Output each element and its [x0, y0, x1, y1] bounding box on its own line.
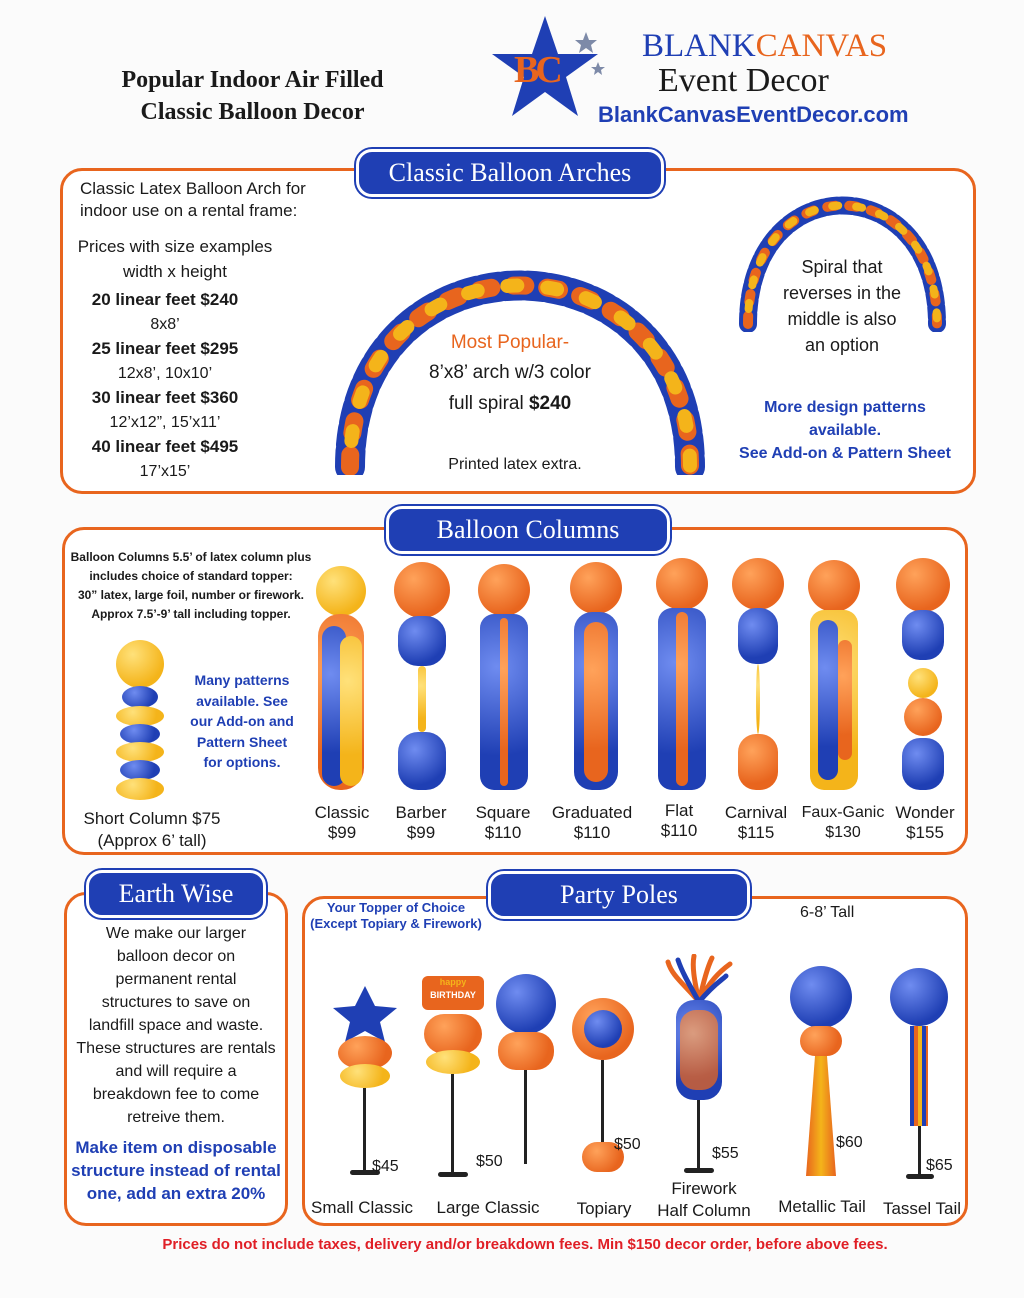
column-classic [316, 566, 366, 790]
brand-canvas: CANVAS [755, 28, 888, 64]
pole-label-small-classic: Small Classic [310, 1198, 414, 1217]
earth-wise-text [66, 922, 286, 1129]
column-price: $99 [327, 823, 357, 842]
cake-text-2: BIRTHDAY [430, 990, 476, 1000]
arch-intro-line-2: indoor use on a rental frame: [80, 201, 298, 220]
many-patterns-1: Many patterns [194, 672, 290, 688]
topper-line-2: (Except Topiary & Firework) [310, 916, 482, 931]
pole-tassel-tail [888, 968, 950, 1186]
short-column-note: (Approx 6’ tall) [97, 831, 207, 850]
spiral-note-1: Spiral that [801, 257, 883, 277]
arch-price-list [70, 288, 260, 484]
website-link[interactable]: BlankCanvasEventDecor.com [598, 102, 909, 127]
column-price: $99 [406, 823, 436, 842]
footer-disclaimer: Prices do not include taxes, delivery and/or breakdown fees. Min $150 decor order, before above fees. [162, 1236, 888, 1253]
column-name: Barber [395, 803, 447, 822]
column-label-square [458, 803, 548, 843]
many-patterns-3: our Add-on and [190, 713, 294, 729]
column-label-carnival [711, 803, 801, 843]
column-name: Faux-Ganic [801, 804, 885, 821]
disposable-3: one, add an extra 20% [86, 1184, 266, 1203]
arch-popular-desc-1: 8’x8’ arch w/3 color [429, 362, 591, 383]
column-wonder [896, 558, 950, 790]
disposable-2: structure instead of rental [71, 1161, 281, 1180]
column-label-wonder [880, 803, 970, 843]
earth-wise-heading: Earth Wise [86, 870, 266, 918]
arch-prices-intro-1: Prices with size examples [77, 237, 273, 256]
many-patterns-4: Pattern Sheet [196, 733, 288, 750]
column-label-classic [297, 803, 387, 843]
cake-text-1: happy [439, 977, 467, 987]
column-price: $115 [737, 823, 775, 842]
title-line-2: Classic Balloon Decor [140, 99, 365, 125]
column-label-faux-ganic [796, 803, 890, 843]
topper-line-1: Your Topper of Choice [326, 900, 466, 915]
short-column-label [64, 808, 240, 852]
pole-small-classic [330, 984, 400, 1184]
pole-label-metallic-tail: Metallic Tail [778, 1197, 866, 1216]
arch-size-3: 12’x12”, 15’x11’ [109, 413, 221, 431]
column-price: $155 [906, 823, 944, 842]
column-price: $110 [484, 823, 522, 842]
earth-text-7: and will require a [115, 1063, 237, 1080]
columns-description [66, 548, 316, 624]
column-name: Carnival [724, 803, 788, 822]
title-line-1: Popular Indoor Air Filled [121, 67, 384, 93]
column-name: Square [475, 803, 531, 822]
poles-height-note: 6-8’ Tall [800, 904, 855, 921]
column-name: Graduated [551, 803, 633, 822]
brand-name [642, 28, 887, 64]
column-barber [394, 562, 450, 790]
arch-price-4: 40 linear feet $495 [91, 437, 239, 456]
pole-price-large-classic: $50 [476, 1153, 503, 1170]
many-patterns-5: for options. [203, 754, 281, 770]
earth-text-4: structures to save on [101, 994, 251, 1011]
arch-popular-price: $240 [528, 393, 572, 414]
arch-printed-note: Printed latex extra. [448, 456, 582, 473]
column-name: Wonder [895, 803, 955, 822]
pole-label-firework-1: Firework [671, 1179, 737, 1198]
many-patterns-2: available. See [196, 692, 288, 709]
earth-text-8: breakdown fee to come [92, 1086, 260, 1103]
arch-intro-line-1: Classic Latex Balloon Arch for [80, 179, 306, 198]
column-price: $110 [573, 823, 611, 842]
topper-of-choice [306, 900, 486, 932]
more-patterns-3: See Add-on & Pattern Sheet [739, 445, 951, 462]
column-price: $110 [660, 821, 698, 840]
arch-price-3: 30 linear feet $360 [91, 388, 239, 407]
earth-text-9: retreive them. [127, 1109, 225, 1126]
pole-label-topiary: Topiary [576, 1199, 632, 1218]
arch-most-popular: Most Popular- [450, 332, 570, 353]
column-label-barber [376, 803, 466, 843]
pole-label-firework [648, 1178, 760, 1222]
birthday-cake-topper [422, 976, 484, 1010]
column-graduated [570, 562, 622, 790]
disposable-1: Make item on disposable [75, 1138, 277, 1157]
brand-blank: BLANK [642, 28, 756, 64]
columns-desc-3: 30” latex, large foil, number or firework. [77, 588, 305, 602]
pole-large-classic-cake [418, 944, 488, 1188]
arch-size-1: 8x8’ [150, 315, 180, 333]
pole-price-tassel-tail: $65 [926, 1157, 953, 1174]
arch-size-2: 12x8’, 10x10’ [117, 364, 213, 382]
columns-desc-2: includes choice of standard topper: [89, 569, 293, 583]
arch-size-4: 17’x15’ [139, 462, 191, 480]
columns-desc-4: Approx 7.5’-9’ tall including topper. [91, 607, 291, 621]
pole-label-firework-2: Half Column [657, 1201, 751, 1220]
arch-price-1: 20 linear feet $240 [91, 290, 239, 309]
pole-metallic-tail [788, 966, 854, 1186]
pole-topiary [568, 994, 638, 1184]
column-price: $130 [825, 824, 861, 841]
pole-price-small-classic: $45 [372, 1158, 399, 1175]
party-poles-heading: Party Poles [488, 871, 750, 919]
column-square [478, 564, 530, 790]
pole-price-topiary: $50 [614, 1136, 641, 1153]
arches-heading: Classic Balloon Arches [356, 149, 664, 197]
column-faux-ganic [808, 560, 860, 790]
earth-text-1: We make our larger [105, 925, 247, 942]
pole-label-tassel-tail: Tassel Tail [882, 1199, 962, 1218]
earth-text-3: permanent rental [115, 971, 237, 988]
short-column-price: Short Column $75 [83, 809, 221, 828]
earth-text-6: These structures are rentals [76, 1040, 276, 1057]
spiral-reverse-note [766, 254, 918, 358]
column-flat [656, 558, 708, 790]
more-patterns-1: More design patterns [764, 399, 926, 416]
column-carnival [732, 558, 784, 790]
pole-label-large-classic: Large Classic [436, 1198, 540, 1217]
arch-intro [80, 178, 306, 222]
pole-price-metallic-tail: $60 [836, 1134, 863, 1151]
spiral-note-4: an option [804, 335, 880, 355]
spiral-note-3: middle is also [787, 309, 897, 329]
arch-prices-intro-2: width x height [123, 262, 227, 281]
columns-heading: Balloon Columns [386, 506, 670, 554]
page-title [80, 64, 425, 128]
disposable-note [66, 1136, 286, 1205]
arch-prices-intro [70, 234, 280, 284]
column-name: Flat [664, 801, 694, 820]
column-label-graduated [547, 803, 637, 843]
earth-text-5: landfill space and waste. [88, 1017, 264, 1034]
arch-popular-desc-2 [395, 393, 625, 415]
short-column-illustration [110, 640, 170, 800]
earth-text-2: balloon decor on [116, 948, 236, 965]
pole-price-firework: $55 [712, 1145, 739, 1162]
arch-popular-desc-2-text: full spiral [448, 393, 529, 414]
more-patterns-2: available. [808, 422, 882, 439]
brand-event-decor: Event Decor [658, 62, 829, 99]
brand-logo [490, 14, 610, 124]
pole-large-classic [494, 974, 558, 1184]
logo-letters: BC [514, 49, 559, 91]
column-name: Classic [314, 803, 370, 822]
arch-price-2: 25 linear feet $295 [91, 339, 239, 358]
columns-desc-1: Balloon Columns 5.5’ of latex column plus [70, 550, 312, 564]
more-patterns-note[interactable] [730, 396, 960, 465]
many-patterns-note[interactable] [180, 670, 304, 773]
spiral-note-2: reverses in the [782, 283, 902, 303]
